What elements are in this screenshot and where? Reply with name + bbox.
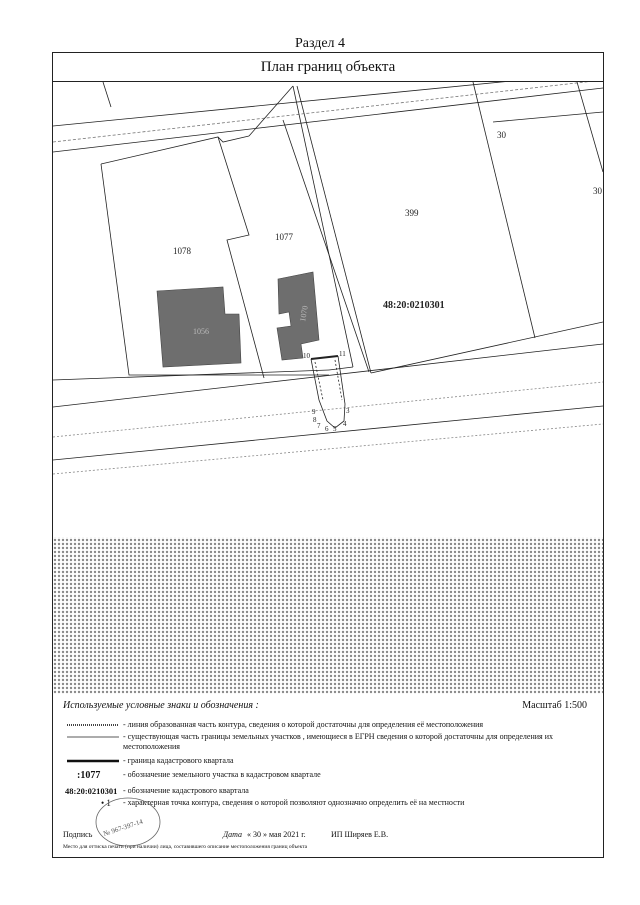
point-7: 7 — [317, 422, 321, 430]
section-title: Раздел 4 — [294, 36, 346, 51]
existing-boundary-symbol — [67, 732, 121, 742]
legend-text: - характерная точка контура, сведения о которой позволяют однозначно определить её на местности — [123, 798, 465, 807]
parcel-label-30: 30 — [497, 130, 506, 140]
legend-text: - существующая часть границы земельных участков , имеющиеся в ЕГРН сведения о которой достаточны для определения их местоположения — [123, 732, 553, 751]
boundary-map — [53, 82, 603, 694]
legend-text: - граница кадастрового квартала — [123, 756, 234, 765]
point-4: 4 — [343, 420, 347, 428]
point-3: 3 — [346, 407, 350, 415]
point-9: 9 — [312, 408, 316, 416]
svg-text:№ 967-397-14: № 967-397-14 — [102, 817, 144, 838]
stamp-note: Место для оттиска печати (при наличии) лица, составившего описание местоположения границ объекта — [63, 844, 308, 850]
legend — [53, 694, 603, 857]
plan-title: План границ объекта — [52, 52, 604, 82]
point-10: 10 — [303, 352, 310, 360]
date-value: « 30 » мая 2021 г. — [247, 830, 306, 839]
author-name: ИП Ширяев Е.В. — [331, 830, 389, 839]
stamp — [93, 794, 163, 850]
point-symbol: • 1 — [101, 798, 111, 808]
parcel-label-1078: 1078 — [173, 246, 191, 256]
quarter-boundary-symbol — [67, 756, 121, 766]
legend-title: Используемые условные знаки и обозначения : — [63, 700, 259, 711]
hatched-area — [53, 537, 603, 694]
legend-text: - линия образованная часть контура, сведения о которой достаточны для определения её местоположения — [123, 720, 484, 729]
point-11: 11 — [339, 350, 346, 358]
parcel-label-1077: 1077 — [275, 232, 293, 242]
parcel-symbol: :1077 — [77, 770, 101, 781]
new-boundary-symbol — [67, 720, 121, 730]
legend-text: - обозначение кадастрового квартала — [123, 786, 249, 795]
legend-text: - обозначение земельного участка в кадастровом квартале — [123, 770, 321, 779]
date-label: Дата — [223, 830, 242, 839]
quarter-symbol: 48:20:0210301 — [65, 786, 118, 796]
quarter-label: 48:20:0210301 — [383, 300, 445, 311]
point-6: 6 — [325, 425, 329, 433]
signature-label: Подпись — [63, 830, 93, 839]
building-label-1056: 1056 — [193, 327, 209, 336]
point-5: 5 — [333, 425, 337, 433]
parcel-label-399: 399 — [405, 208, 419, 218]
parcel-label-30-edge: 30 — [593, 186, 602, 196]
point-8: 8 — [313, 416, 317, 424]
building-label-1070: 1070 — [298, 305, 310, 323]
scale-label: Масштаб 1:500 — [522, 700, 587, 711]
